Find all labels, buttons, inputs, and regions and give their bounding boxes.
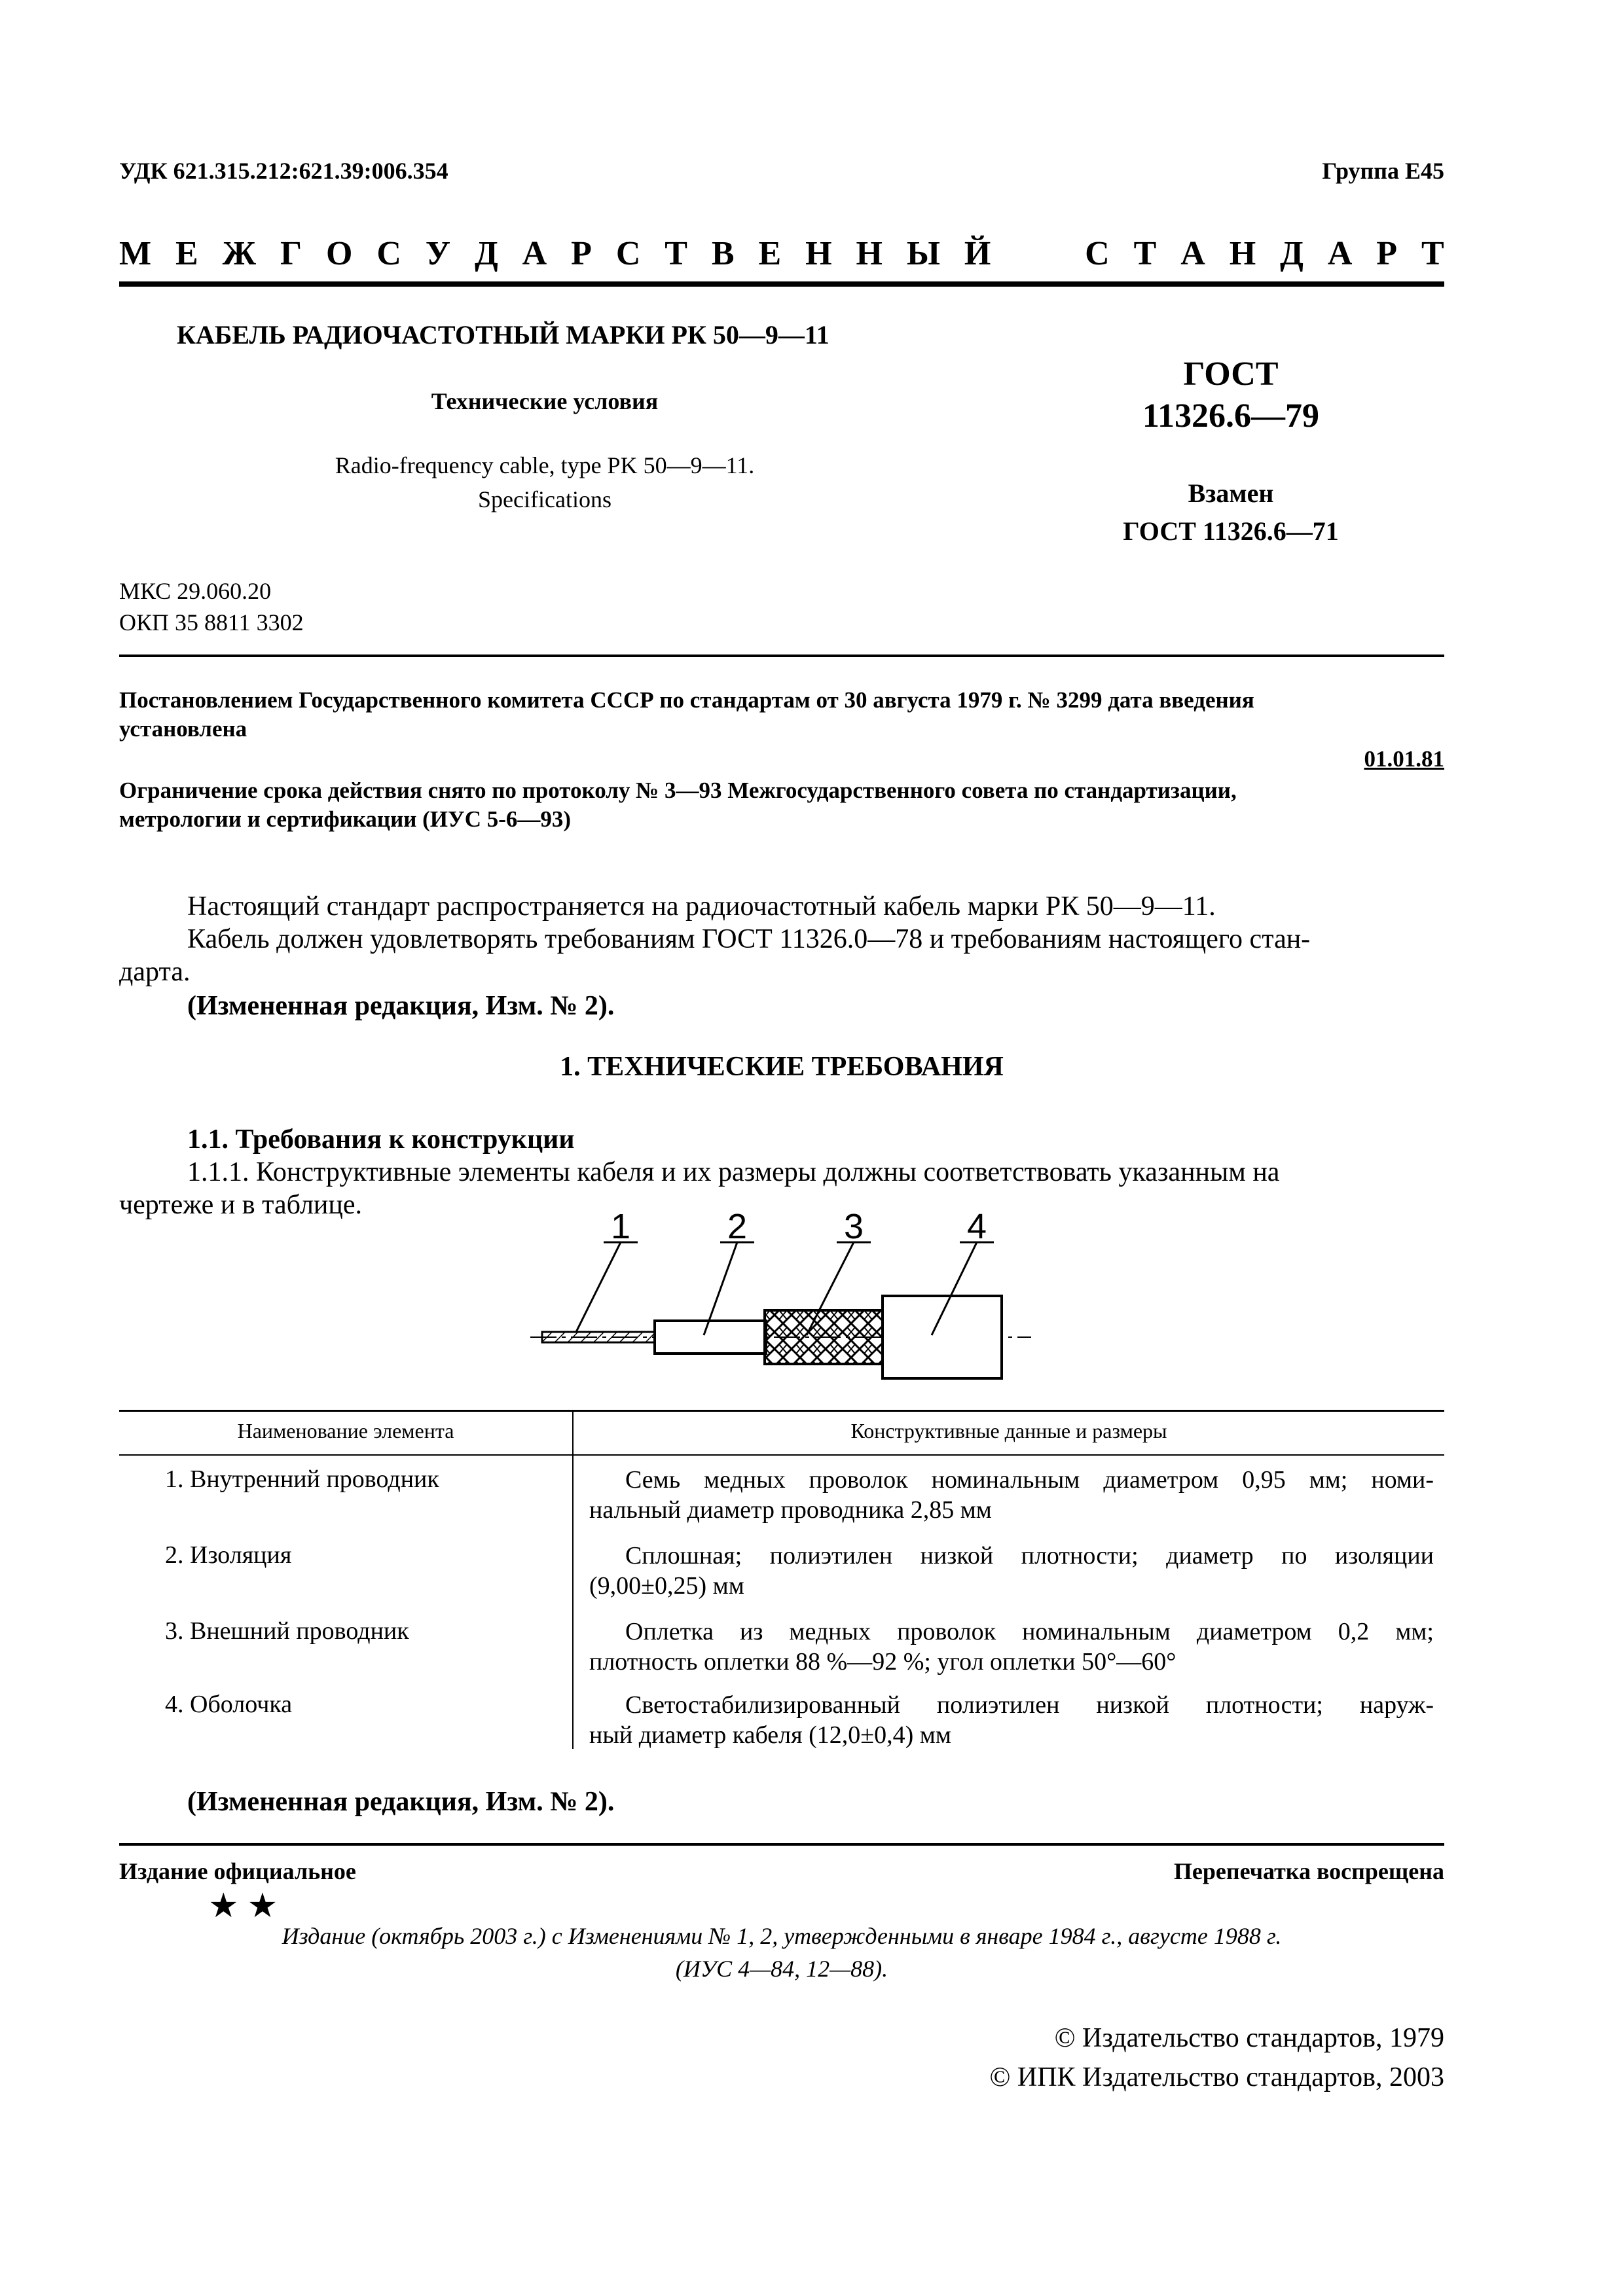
table-row-name: 3. Внешний проводник xyxy=(165,1617,409,1645)
introduction-date: 01.01.81 xyxy=(1364,746,1444,772)
table-change-note: (Измененная редакция, Изм. № 2). xyxy=(187,1787,615,1817)
mks-code: МКС 29.060.20 xyxy=(119,578,272,604)
header-rule xyxy=(119,281,1444,287)
okp-code: ОКП 35 8811 3302 xyxy=(119,609,304,636)
document-subtitle: Технические условия xyxy=(431,388,659,414)
udk-code: УДК 621.315.212:621.39:006.354 xyxy=(119,158,448,184)
replaces-number: ГОСТ 11326.6—71 xyxy=(1123,516,1339,546)
group-code: Группа Е45 xyxy=(1322,158,1444,184)
drawing-label-1: 1 xyxy=(610,1207,631,1246)
codes-rule xyxy=(119,655,1444,657)
cable-drawing xyxy=(511,1204,1048,1388)
decree-line2: установлена xyxy=(119,716,247,742)
english-title-line2: Specifications xyxy=(478,486,611,512)
cable-jacket xyxy=(883,1296,1002,1378)
intro-paragraph-2-line1: Кабель должен удовлетворять требованиям ГОСТ 11326.0—78 и требованиям настоящего стан- xyxy=(187,924,1311,954)
document-title: КАБЕЛЬ РАДИОЧАСТОТНЫЙ МАРКИ РК 50—9—11 xyxy=(177,320,830,350)
table-row-name: 2. Изоляция xyxy=(165,1541,292,1569)
table-header-rule xyxy=(119,1454,1444,1456)
limit-line2: метрологии и сертификации (ИУС 5-6—93) xyxy=(119,806,572,832)
limit-line1: Ограничение срока действия снято по протоколу № 3—93 Межгосударственного совета по стандартизации, xyxy=(119,778,1237,803)
gost-label: ГОСТ xyxy=(1183,355,1279,393)
table-column-divider xyxy=(572,1410,574,1749)
table-row-data-line1: Семь медных проволок номинальным диаметром 0,95 мм; номи- xyxy=(625,1466,1434,1494)
subsection-text-line2: чертеже и в таблице. xyxy=(119,1190,363,1220)
table-row-data-line1: Оплетка из медных проволок номинальным диаметром 0,2 мм; xyxy=(625,1618,1434,1645)
english-title-line1: Radio-frequency cable, type PK 50—9—11. xyxy=(335,452,755,478)
table-top-rule xyxy=(119,1410,1444,1412)
official-edition: Издание официальное xyxy=(119,1858,356,1884)
stars-mark: ★ ★ xyxy=(208,1888,278,1925)
table-row-data-line1: Сплошная; полиэтилен низкой плотности; диаметр по изоляции xyxy=(625,1542,1434,1570)
drawing-label-2: 2 xyxy=(727,1207,748,1246)
subsection-title: 1.1. Требования к конструкции xyxy=(187,1124,575,1155)
gost-number: 11326.6—79 xyxy=(1142,397,1320,435)
copyright-2003: © ИПК Издательство стандартов, 2003 xyxy=(989,2062,1444,2092)
table-row-data-line2: ный диаметр кабеля (12,0±0,4) мм xyxy=(589,1721,951,1749)
drawing-label-3: 3 xyxy=(843,1207,864,1246)
table-header-data: Конструктивные данные и размеры xyxy=(850,1419,1167,1443)
table-row-data-line1: Светостабилизированный полиэтилен низкой плотности; наруж- xyxy=(625,1691,1434,1719)
reprint-prohibited: Перепечатка воспрещена xyxy=(1173,1858,1444,1884)
table-row-data-line2: (9,00±0,25) мм xyxy=(589,1572,744,1600)
outer-braid xyxy=(765,1310,883,1364)
table-row-name: 4. Оболочка xyxy=(165,1691,293,1718)
replaces-label: Взамен xyxy=(1188,478,1274,508)
inner-conductor xyxy=(542,1332,657,1342)
copyright-1979: © Издательство стандартов, 1979 xyxy=(1054,2023,1444,2053)
footer-rule xyxy=(119,1843,1444,1846)
section-title: 1. ТЕХНИЧЕСКИЕ ТРЕБОВАНИЯ xyxy=(560,1052,1004,1082)
intro-change-note: (Измененная редакция, Изм. № 2). xyxy=(187,991,615,1021)
table-header-element: Наименование элемента xyxy=(237,1419,454,1443)
subsection-text-line1: 1.1.1. Конструктивные элементы кабеля и их размеры должны соответствовать указанным на xyxy=(187,1157,1280,1187)
intro-paragraph-2-line2: дарта. xyxy=(119,957,191,987)
edition-note-line1: Издание (октябрь 2003 г.) с Изменениями № 1, 2, утвержденными в январе 1984 г., августе 1988 г. xyxy=(282,1923,1282,1949)
drawing-label-4: 4 xyxy=(966,1207,987,1246)
intro-paragraph-1: Настоящий стандарт распространяется на радиочастотный кабель марки РК 50—9—11. xyxy=(187,891,1216,922)
table-row-data-line2: плотность оплетки 88 %—92 %; угол оплетки 50°—60° xyxy=(589,1648,1176,1676)
decree-line1: Постановлением Государственного комитета СССР по стандартам от 30 августа 1979 г. № 3299 дата введения xyxy=(119,687,1254,713)
table-row-name: 1. Внутренний проводник xyxy=(165,1465,439,1493)
insulation xyxy=(655,1321,766,1354)
edition-note-line2: (ИУС 4—84, 12—88). xyxy=(675,1956,888,1982)
table-row-data-line2: нальный диаметр проводника 2,85 мм xyxy=(589,1496,992,1524)
interstate-standard-banner: М Е Ж Г О С У Д А Р С Т В Е Н Н Ы Й С Т А Н Д А Р Т xyxy=(119,235,1444,272)
